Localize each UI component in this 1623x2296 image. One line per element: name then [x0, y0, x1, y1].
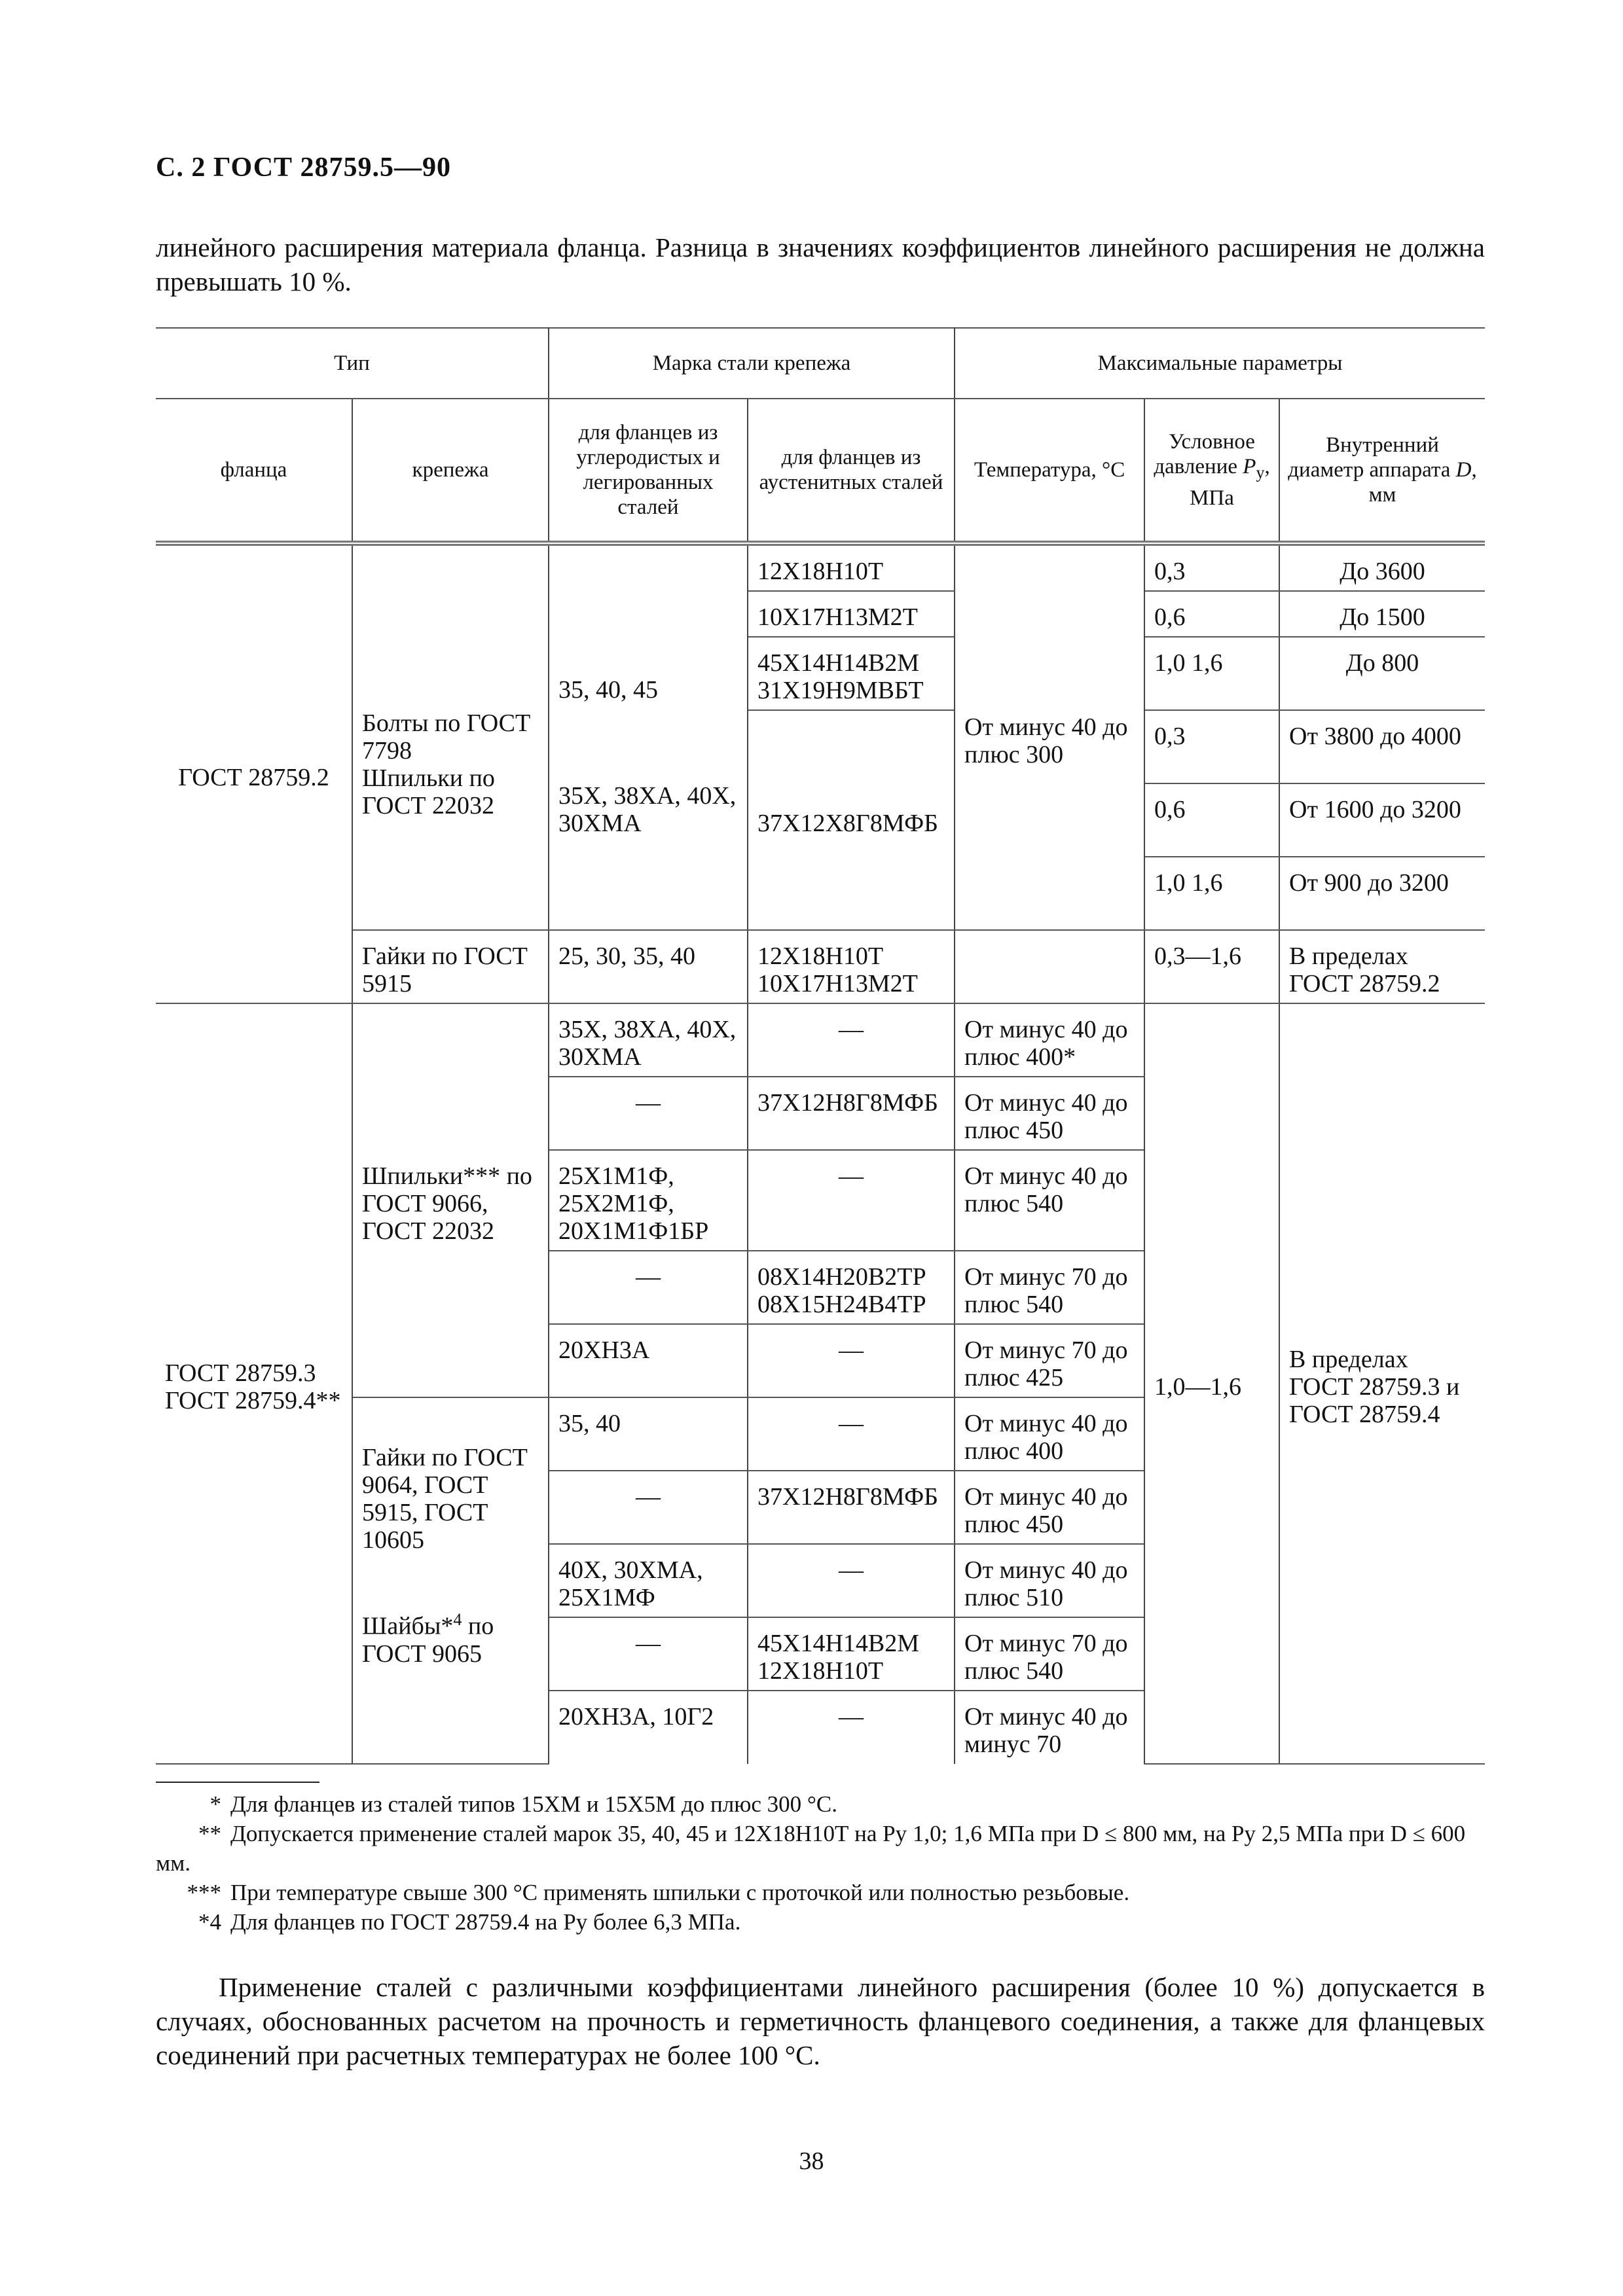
header-austenitic-steel: для фланцев из аустенитных сталей [748, 399, 955, 543]
carbon-steel-cell: 35Х, 38ХА, 40Х, 30ХМА [549, 710, 748, 930]
nuts-label: Гайки по ГОСТ 9064, ГОСТ 5915, ГОСТ 10605 [362, 1444, 528, 1554]
header-fastener: крепежа [352, 399, 549, 543]
temperature-cell: От минус 70 до плюс 425 [955, 1324, 1144, 1397]
pressure-cell: 0,6 [1144, 591, 1279, 637]
temperature-cell: От минус 40 до плюс 300 [955, 543, 1144, 930]
header-diameter: Внутренний диаметр аппарата D, мм [1279, 399, 1485, 543]
footnote-2: ** Допускается применение сталей марок 35, 40, 45 и 12Х18Н10Т на Pу 1,0; 1,6 МПа при D ≤ 800 мм, на Pу 2,5 МПа при D ≤ 600 мм. [156, 1821, 1466, 1876]
carbon-steel-cell: — [549, 1617, 748, 1691]
diameter-cell: От 900 до 3200 [1279, 857, 1485, 930]
austenitic-steel-cell: — [748, 1544, 955, 1617]
carbon-steel-cell: 35Х, 38ХА, 40Х, 30ХМА [549, 1003, 748, 1077]
page-header: С. 2 ГОСТ 28759.5—90 [156, 152, 452, 183]
carbon-steel-cell: — [549, 1471, 748, 1544]
temperature-cell: От минус 40 до плюс 400 [955, 1397, 1144, 1471]
table-row: 45Х14Н14В2М 31Х19Н9МВБТ [748, 637, 955, 710]
header-pressure: Условное давление $P_у$, МПа [1144, 399, 1279, 543]
diameter-cell: До 3600 [1279, 543, 1485, 591]
temperature-cell: От минус 40 до минус 70 [955, 1691, 1144, 1764]
footnote-1: * Для фланцев из сталей типов 15ХМ и 15Х5М до плюс 300 °С. [210, 1791, 837, 1817]
carbon-steel-cell: 20ХН3А, 10Г2 [549, 1691, 748, 1764]
austenitic-steel-cell: 12Х18Н10Т 10Х17Н13М2Т [748, 930, 955, 1003]
pressure-cell: 1,0 1,6 [1144, 857, 1279, 930]
temperature-cell: От минус 70 до плюс 540 [955, 1251, 1144, 1324]
pressure-cell: 0,3 [1144, 543, 1279, 591]
header-temperature: Температура, °С [955, 399, 1144, 543]
pressure-cell: 1,0—1,6 [1144, 1003, 1279, 1764]
closing-paragraph: Применение сталей с различными коэффициентами линейного расширения (более 10 %) допускается в случаях, обоснованных расчетом на прочность и герметичность фланцевого соединения, а также для фланцевых соединений при расчетных температурах не более 100 °С. [156, 1972, 1485, 2070]
austenitic-steel-cell: — [748, 1003, 955, 1077]
austenitic-steel-cell: 08Х14Н20В2ТР 08Х15Н24В4ТР [748, 1251, 955, 1324]
austenitic-steel-cell: 37Х12Н8Г8МФБ [748, 1471, 955, 1544]
pressure-cell: 0,6 [1144, 783, 1279, 857]
footnote-divider [156, 1782, 319, 1783]
carbon-steel-cell: 25, 30, 35, 40 [549, 930, 748, 1003]
austenitic-steel-cell: — [748, 1324, 955, 1397]
temperature-cell: От минус 40 до плюс 450 [955, 1471, 1144, 1544]
pressure-cell: 1,0 1,6 [1144, 637, 1279, 710]
flange-gost-28759-2: ГОСТ 28759.2 [156, 543, 352, 1003]
table-row: 12Х18Н10Т [748, 543, 955, 591]
washers-label: Шайбы*$^4$ по ГОСТ 9065 [362, 1610, 494, 1668]
header-type: Тип [156, 328, 549, 399]
diameter-cell: В пределах ГОСТ 28759.3 и ГОСТ 28759.4 [1279, 1003, 1485, 1764]
temperature-cell: От минус 40 до плюс 540 [955, 1150, 1144, 1251]
austenitic-steel-cell: — [748, 1691, 955, 1764]
carbon-steel-cell: 40Х, 30ХМА, 25Х1МФ [549, 1544, 748, 1617]
pressure-cell: 0,3—1,6 [1144, 930, 1279, 1003]
header-flange: фланца [156, 399, 352, 543]
nuts-label: Гайки по ГОСТ 5915 [352, 930, 549, 1003]
fastener-bolts-studs [352, 543, 549, 930]
diameter-cell: До 800 [1279, 637, 1485, 710]
footnote-4: *4 Для фланцев по ГОСТ 28759.4 на Pу более 6,3 МПа. [198, 1909, 741, 1935]
table-row: 10Х17Н13М2Т [748, 591, 955, 637]
diameter-cell: От 3800 до 4000 [1279, 710, 1485, 783]
studs-label: Шпильки по ГОСТ 22032 [362, 764, 495, 819]
austenitic-steel-cell: — [748, 1150, 955, 1251]
carbon-steel-cell: 35, 40, 45 [549, 543, 748, 710]
diameter-cell: В пределах ГОСТ 28759.2 [1279, 930, 1485, 1003]
carbon-steel-cell: 25Х1М1Ф, 25Х2М1Ф, 20Х1М1Ф1БР [549, 1150, 748, 1251]
flange-gost-28759-3-4: ГОСТ 28759.3 ГОСТ 28759.4** [156, 1003, 352, 1764]
nuts-washers-cell [352, 1397, 549, 1764]
temperature-cell [955, 930, 1144, 1003]
austenitic-steel-cell: 45Х14Н14В2М 12Х18Н10Т [748, 1617, 955, 1691]
fastener-steel-table [156, 327, 1485, 1765]
diameter-cell: От 1600 до 3200 [1279, 783, 1485, 857]
footnotes [156, 1789, 1485, 1937]
footnote-3: *** При температуре свыше 300 °С применять шпильки с проточкой или полностью резьбовые. [187, 1880, 1130, 1905]
temperature-cell: От минус 40 до плюс 400* [955, 1003, 1144, 1077]
temperature-cell: От минус 70 до плюс 540 [955, 1617, 1144, 1691]
header-max-params: Максимальные параметры [955, 328, 1485, 399]
page-number: 38 [799, 2147, 824, 2175]
carbon-steel-cell: 35, 40 [549, 1397, 748, 1471]
temperature-cell: От минус 40 до плюс 450 [955, 1077, 1144, 1150]
bolts-label: Болты по ГОСТ 7798 [362, 709, 531, 764]
header-steel-grade: Марка стали крепежа [549, 328, 955, 399]
studs-label: Шпильки*** по ГОСТ 9066, ГОСТ 22032 [352, 1003, 549, 1397]
austenitic-steel-cell: 37Х12Н8Г8МФБ [748, 1077, 955, 1150]
carbon-steel-cell: — [549, 1077, 748, 1150]
diameter-cell: До 1500 [1279, 591, 1485, 637]
carbon-steel-cell: — [549, 1251, 748, 1324]
intro-paragraph: линейного расширения материала фланца. Разница в значениях коэффициентов линейного расширения не должна превышать 10 %. [156, 232, 1485, 296]
carbon-steel-cell: 20ХН3А [549, 1324, 748, 1397]
pressure-cell: 0,3 [1144, 710, 1279, 783]
temperature-cell: От минус 40 до плюс 510 [955, 1544, 1144, 1617]
header-carbon-steel: для фланцев из углеродистых и легированных сталей [549, 399, 748, 543]
table-row: 37Х12Х8Г8МФБ [748, 710, 955, 930]
austenitic-steel-cell: — [748, 1397, 955, 1471]
